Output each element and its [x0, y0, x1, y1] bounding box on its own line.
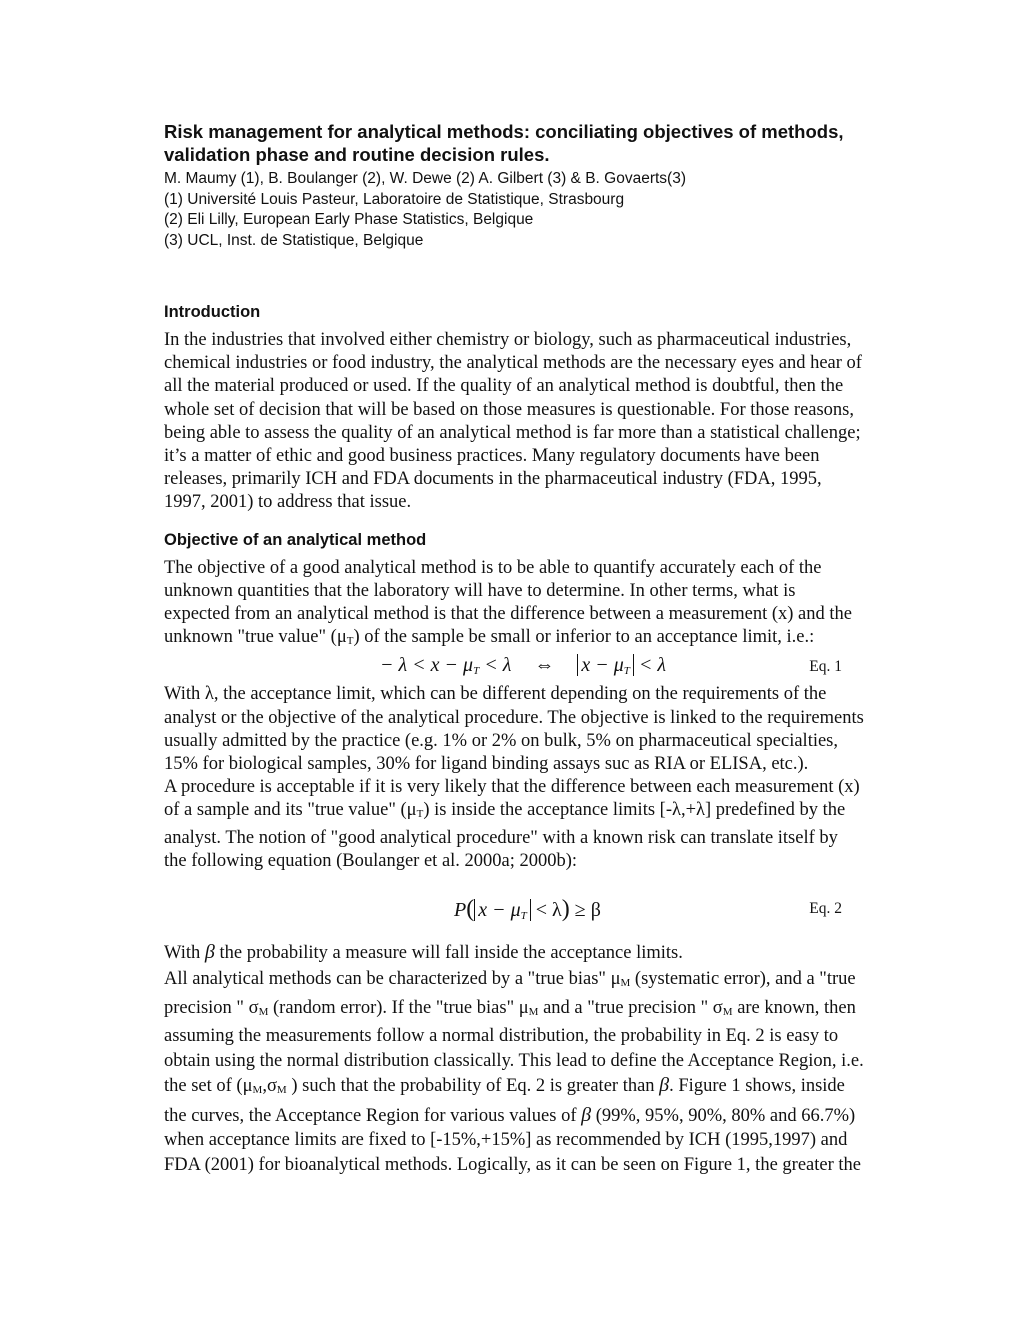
affiliation-2: (2) Eli Lilly, European Early Phase Statistics, Belgique [164, 211, 534, 228]
equation-1-label: Eq. 1 [809, 658, 842, 676]
section-heading-introduction: Introduction [164, 303, 261, 321]
document-page [164, 120, 864, 1177]
introduction-paragraph: In the industries that involved either chemistry or biology, such as pharmaceutical industries, chemical industries or food industry, the analytical methods are the necessary eyes and hear of all the material produced or used. If the quality of an analytical method is doubtful, then the whole set of decision that will be based on those measures is questionable. For those reasons, being able to assess the quality of an analytical method is far more than a statistical challenge; it’s a matter of ethic and good business practices. Many regulatory documents have been releases, primarily ICH and FDA documents in the pharmaceutical industry (FDA, 1995, 1997, 2001) to address that issue. [164, 330, 862, 513]
objective-paragraph-3: A procedure is acceptable if it is very likely that the difference between each measurement (x) of a sample and its "true value" (μT) is inside the acceptance limits [-λ,+λ] predefined by the analyst. The notion of "good analytical procedure" with a known risk can translate itself by the following equation (Boulanger et al. 2000a; 2000b): [164, 777, 860, 871]
affiliation-1: (1) Université Louis Pasteur, Laboratoire de Statistique, Strasbourg [164, 190, 625, 208]
objective-paragraph-1: The objective of a good analytical method is to be able to quantify accurately each of the unknown quantities that the laboratory will have to determine. In other terms, what is expected from an analytical method is that the difference between a measurement (x) and the unknown "true value" (μT) of the sample be small or inferior to an acceptance limit, i.e.: [164, 557, 852, 648]
equation-1-expression: − $\lambda < x - \mu_T < \lambda$ ⇔ $x - \mu_T < \lambda$ [380, 654, 667, 678]
author-list: M. Maumy (1), B. Boulanger (2), W. Dewe (2) A. Gilbert (3) & B. Govaerts(3) [164, 170, 686, 187]
equation-2-expression: P( $x - \mu_T < \lambda) \ge \beta$ [454, 896, 601, 923]
objective-paragraph-4: With β the probability a measure will fall inside the acceptance limits. [164, 941, 683, 964]
objective-paragraph-5: All analytical methods can be characterized by a "true bias" μM (systematic error), and a "true precision " σM (random error). If the "true bias" μM and a "true precision " σM are known, then assuming the measurements follow a normal distribution, the probability in Eq. 2 is easy to obtain using the normal distribution classically. This lead to define the Acceptance Region, i.e. the set of (μM,σM ) such that the probability of Eq. 2 is greater than β. Figure 1 shows, inside the curves, the Acceptance Region for various values of β (99%, 95%, 90%, 80% and 66.7%) when acceptance limits are fixed to [-15%,+15%] as recommended by ICH (1995,1997) and FDA (2001) for bioanalytical methods. Logically, as it can be seen on Figure 1, the greater the [164, 969, 864, 1175]
section-heading-objective: Objective of an analytical method [164, 530, 427, 549]
equation-2-label: Eq. 2 [809, 900, 842, 918]
paper-title: Risk management for analytical methods: conciliating objectives of methods, validation phase and routine decision rules. [164, 121, 844, 165]
equation-2 [164, 895, 864, 925]
equation-1 [164, 653, 864, 683]
objective-paragraph-2: With λ, the acceptance limit, which can be different depending on the requirements of the analyst or the objective of the analytical procedure. The objective is linked to the requirements usually admitted by the practice (e.g. 1% or 2% on bulk, 5% on pharmaceutical specialties, 15% for biological samples, 30% for ligand binding assays suc as RIA or ELISA, etc.). [164, 684, 864, 775]
affiliation-3: (3) UCL, Inst. de Statistique, Belgique [164, 231, 424, 249]
absolute-value: $x - \mu_T$ [577, 654, 634, 676]
equivalence-symbol: ⇔ [534, 654, 555, 677]
